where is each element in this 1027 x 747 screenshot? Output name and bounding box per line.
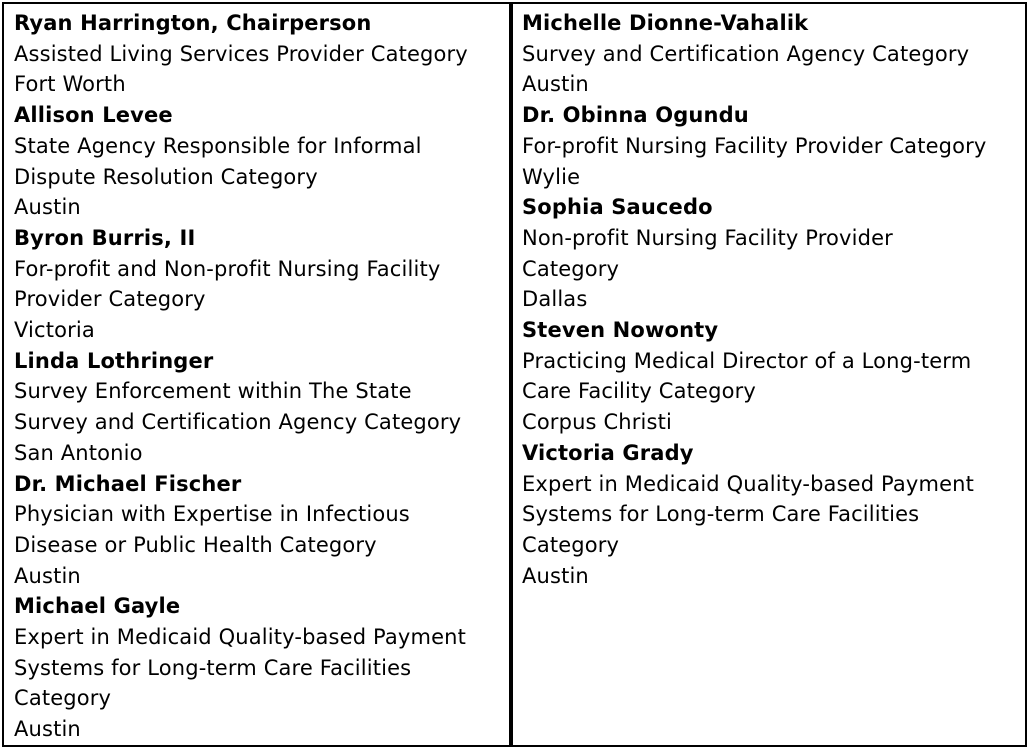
member-category: Disease or Public Health Category	[14, 532, 377, 557]
member-city: Austin	[14, 717, 81, 742]
member-entry	[522, 315, 1025, 438]
member-category: Survey and Certification Agency Category	[522, 41, 970, 66]
members-table	[2, 2, 1027, 747]
member-entry	[14, 8, 509, 100]
member-name: Allison Levee	[14, 103, 173, 128]
member-category: Dispute Resolution Category	[14, 164, 318, 189]
member-category: Non-profit Nursing Facility Provider	[522, 225, 893, 250]
member-city: Wylie	[522, 164, 581, 189]
member-category: Survey and Certification Agency Category	[14, 410, 462, 435]
member-city: Austin	[14, 563, 81, 588]
member-city: Austin	[14, 195, 81, 220]
member-name: Sophia Saucedo	[522, 195, 713, 220]
member-name: Ryan Harrington, Chairperson	[14, 11, 372, 35]
member-category: Expert in Medicaid Quality-based Payment	[14, 625, 467, 650]
member-category: For-profit and Non-profit Nursing Facility	[14, 256, 441, 281]
member-category: Physician with Expertise in Infectious	[14, 502, 410, 527]
member-entry	[14, 346, 509, 469]
member-entry	[14, 469, 509, 592]
left-column	[4, 4, 513, 745]
member-entry	[14, 591, 509, 745]
member-name: Victoria Grady	[522, 440, 694, 465]
member-category: Expert in Medicaid Quality-based Payment	[522, 471, 975, 496]
member-entry	[522, 8, 1025, 100]
member-city: Austin	[522, 563, 589, 588]
member-name: Steven Nowonty	[522, 318, 719, 343]
member-category: Survey Enforcement within The State	[14, 379, 412, 404]
member-category: State Agency Responsible for Informal	[14, 133, 422, 158]
member-city: Dallas	[522, 287, 588, 312]
member-category: Category	[522, 256, 620, 281]
member-category: Systems for Long-term Care Facilities	[522, 502, 920, 527]
member-city: Fort Worth	[14, 72, 126, 97]
member-entry	[14, 100, 509, 223]
member-category: Category	[14, 686, 112, 711]
member-name: Michelle Dionne-Vahalik	[522, 11, 809, 35]
member-name: Dr. Michael Fischer	[14, 471, 242, 496]
member-category: For-profit Nursing Facility Provider Category	[522, 133, 987, 158]
member-category: Care Facility Category	[522, 379, 756, 404]
member-category: Provider Category	[14, 287, 206, 312]
member-entry	[522, 438, 1025, 592]
member-entry	[522, 192, 1025, 315]
member-city: Corpus Christi	[522, 410, 672, 435]
member-category: Category	[522, 532, 620, 557]
member-city: Austin	[522, 72, 589, 97]
member-category: Practicing Medical Director of a Long-term	[522, 348, 972, 373]
member-city: Victoria	[14, 318, 95, 343]
member-name: Michael Gayle	[14, 594, 181, 619]
member-city: San Antonio	[14, 440, 143, 465]
member-category: Assisted Living Services Provider Category	[14, 41, 468, 66]
member-name: Dr. Obinna Ogundu	[522, 103, 749, 128]
member-category: Systems for Long-term Care Facilities	[14, 655, 412, 680]
member-entry	[522, 100, 1025, 192]
right-column	[513, 4, 1025, 745]
member-name: Byron Burris, II	[14, 225, 196, 250]
member-entry	[14, 223, 509, 346]
member-name: Linda Lothringer	[14, 348, 214, 373]
